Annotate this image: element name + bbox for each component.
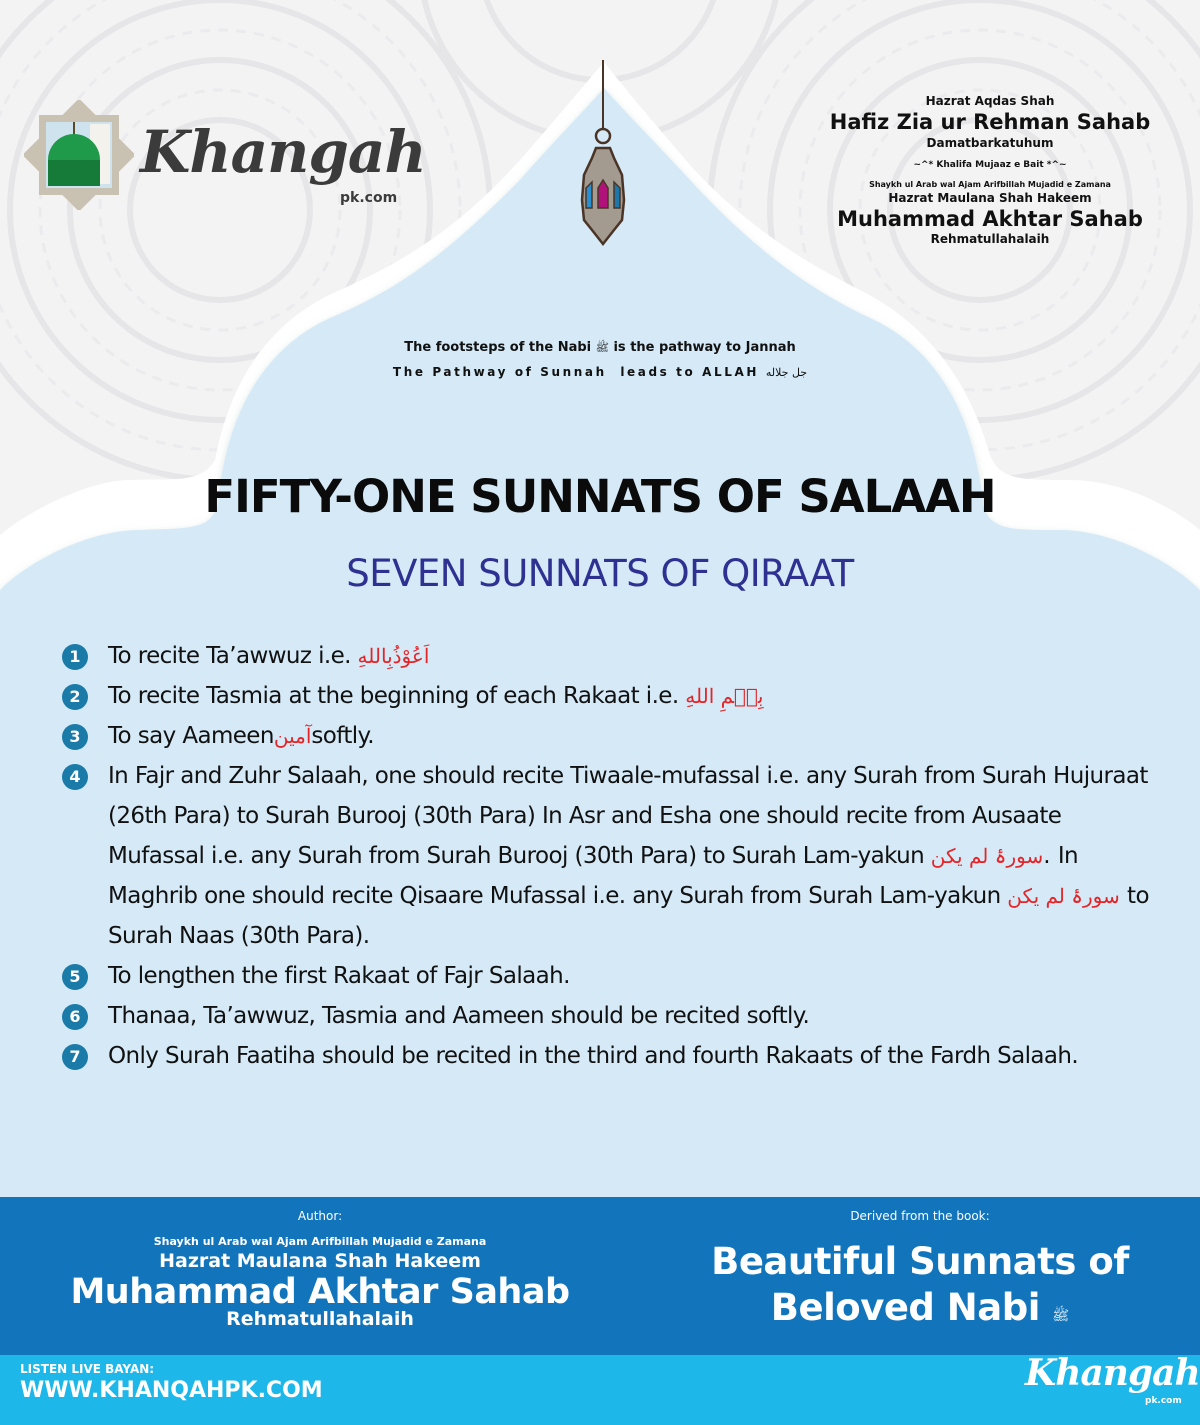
book-title-line-1: Beautiful Sunnats of [711,1240,1129,1283]
listen-live-block [20,1362,323,1403]
list-item [62,996,1152,1036]
book-block [640,1209,1200,1339]
tagline-line-1 [300,340,900,357]
item-text: Thanaa, Ta’awwuz, Tasmia and Aameen should be recited softly. [108,1003,810,1029]
header-line-4: ~^* Khalifa Mujaaz e Bait *^~ [913,160,1067,170]
item-text: In Fajr and Zuhr Salaah, one should recite Tiwaale-mufassal i.e. any Surah from Surah Hujuraat (26th Para) to Surah Burooj (30th Para) In Asr and Esha one should recite from Ausaate Mufassal i.e. any Surah from Surah Burooj (30th Para) to Surah Lam-yakun [108,763,1148,869]
item-text-end: to Surah Naas (30th Para). [108,883,1149,949]
tagline [300,340,900,379]
list-item [62,1036,1152,1076]
author-line-1: Shaykh ul Arab wal Ajam Arifbillah Mujadid e Zamana [153,1235,487,1248]
khanqah-logo-subtext: pk.com [340,190,398,206]
tagline-1-a: The footsteps of the Nabi [404,340,592,355]
header-names [790,94,1190,246]
item-text: Only Surah Faatiha should be recited in the third and fourth Rakaats of the Fardh Salaah. [108,1043,1079,1069]
book-title-line-2-text: Beloved Nabi [770,1286,1040,1329]
tagline-1-b: is the pathway to Jannah [613,340,796,355]
arabic-text: سورۂ لم یکن [930,844,1044,868]
item-text: To recite Ta’awwuz i.e. [108,643,358,669]
header-line-7: Muhammad Akhtar Sahab [837,207,1143,231]
arabic-text: بِسۡمِ اللهِ [685,684,764,708]
khanqah-logo-text: Khangah [140,118,426,186]
number-badge: 7 [62,1044,88,1070]
number-badge: 6 [62,1004,88,1030]
author-line-4: Rehmatullahalaih [226,1308,414,1330]
tagline-2-a: The Pathway of Sunnah leads to ALLAH [392,365,760,379]
list-item [62,676,1152,716]
author-line-2: Hazrat Maulana Shah Hakeem [159,1250,481,1272]
item-text-mid: . In Maghrib one should recite Qisaare Mufassal i.e. any Surah from Surah Lam-yakun [108,843,1078,909]
header-line-6: Hazrat Maulana Shah Hakeem [888,191,1092,205]
sunnats-list [62,636,1152,1076]
header-line-1: Hazrat Aqdas Shah [925,94,1055,108]
number-badge: 2 [62,684,88,710]
honorific-calligraphy: ﷺ [1052,1308,1070,1324]
header-line-2: Hafiz Zia ur Rehman Sahab [829,110,1151,134]
arabic-text-2: سورۂ لم یکن [1007,884,1120,908]
book-title [640,1239,1200,1339]
book-title-line-2 [640,1285,1200,1339]
number-badge: 5 [62,964,88,990]
honorific-calligraphy: ﷺ [595,341,609,354]
list-item [62,716,1152,756]
page-title: FIFTY-ONE SUNNATS OF SALAAH [204,470,996,523]
author-line-3: Muhammad Akhtar Sahab [70,1272,570,1312]
author-label: Author: [297,1209,343,1223]
item-text-end: softly. [311,723,374,749]
number-badge: 1 [62,644,88,670]
footer-logo-text: Khangah [1025,1352,1200,1394]
lantern-icon [578,60,628,250]
footer-logo-subtext: pk.com [1145,1396,1182,1406]
listen-label: LISTEN LIVE BAYAN: [20,1362,155,1376]
item-text: To say Aameen [108,723,274,749]
header-line-3: Damatbarkatuhum [926,136,1054,150]
header-line-5: Shaykh ul Arab wal Ajam Arifbillah Mujadid e Zamana [869,180,1111,189]
number-badge: 4 [62,764,88,790]
item-text: To recite Tasmia at the beginning of each Rakaat i.e. [108,683,686,709]
list-item [62,756,1152,956]
website-link[interactable]: WWW.KHANQAHPK.COM [20,1378,323,1403]
number-badge: 3 [62,724,88,750]
footer-author-book [0,1197,1200,1355]
arabic-text: آمین [273,724,312,748]
masjid-nabawi-logo-icon [24,100,134,210]
header-line-8: Rehmatullahalaih [930,232,1050,246]
page-subtitle: SEVEN SUNNATS OF QIRAAT [346,552,854,595]
arabic-text: اَعُوْذُبِاللهِ [357,644,430,668]
author-block [0,1209,640,1330]
list-item [62,956,1152,996]
list-item [62,636,1152,676]
allah-calligraphy: جل جلاله [765,366,808,379]
book-label: Derived from the book: [850,1209,990,1223]
tagline-line-2 [300,365,900,379]
item-text: To lengthen the first Rakaat of Fajr Salaah. [108,963,570,989]
